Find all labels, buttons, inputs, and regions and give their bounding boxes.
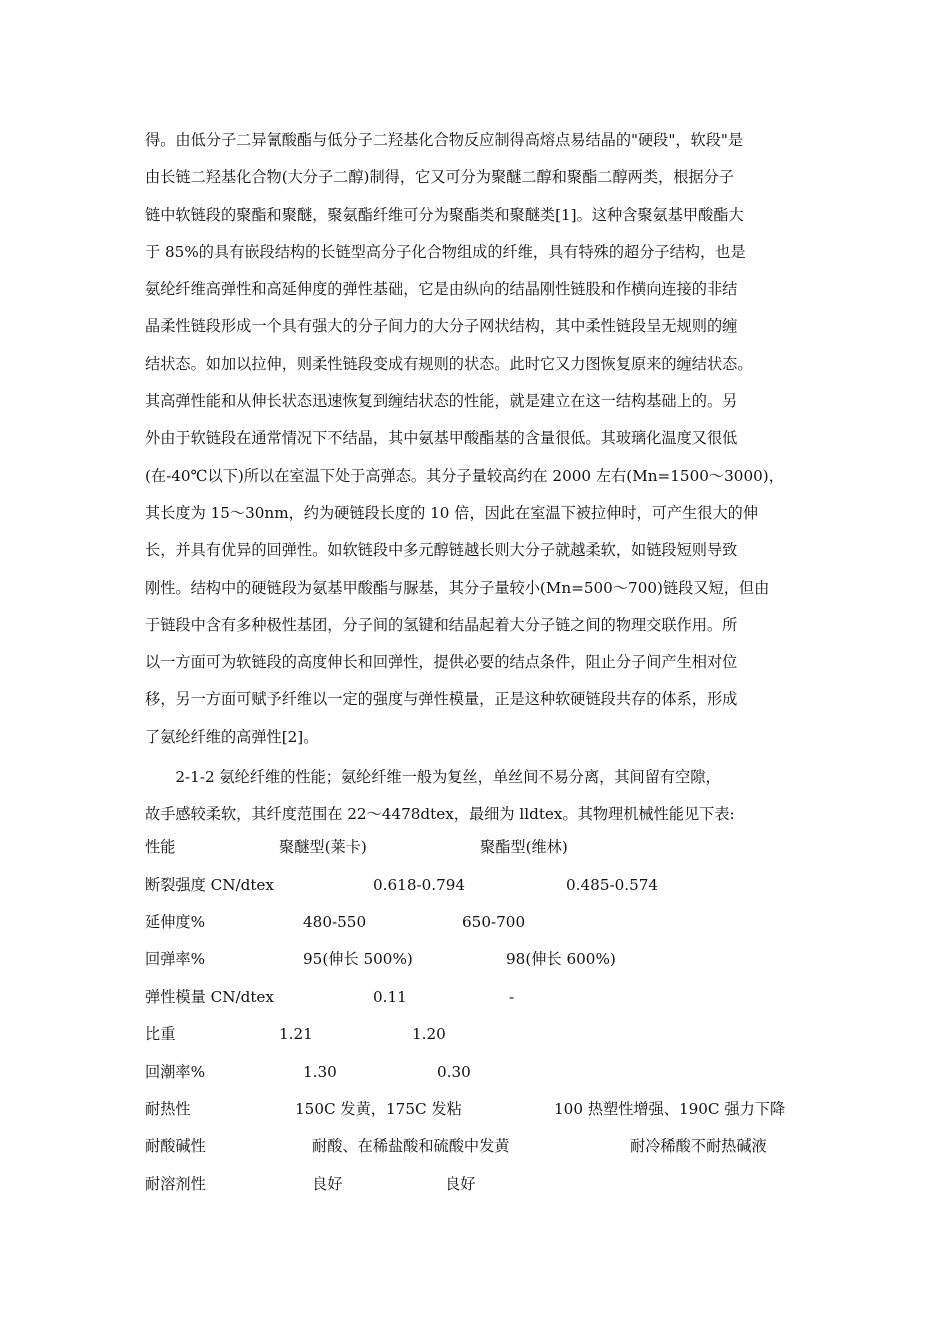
table-row — [145, 1131, 845, 1161]
text-line: 于链段中含有多种极性基团，分子间的氢键和结晶起着大分子链之间的物理交联作用。所 — [145, 615, 738, 634]
table-cell: 良好 — [312, 1175, 343, 1193]
table-cell: - — [509, 988, 515, 1006]
table-cell: 耐酸碱性 — [145, 1137, 206, 1155]
table-cell: 延伸度% — [145, 913, 205, 931]
table-cell: 480-550 — [303, 913, 367, 931]
header-cell: 聚醚型(莱卡) — [279, 838, 367, 856]
table-row — [145, 1094, 845, 1124]
text-line: 由长链二羟基化合物(大分子二醇)制得，它又可分为聚醚二醇和聚酯二醇两类，根据分子 — [145, 168, 734, 187]
text-line: 氨纶纤维高弹性和高延伸度的弹性基础，它是由纵向的结晶刚性链股和作横向连接的非结 — [145, 280, 738, 299]
table-cell: 0.485-0.574 — [566, 876, 659, 894]
table-cell: 耐冷稀酸不耐热碱液 — [630, 1137, 767, 1155]
text-line: 其长度为 15～30nm，约为硬链段长度的 10 倍，因此在室温下被拉伸时，可产生很大的伸 — [145, 503, 759, 522]
table-header-row — [145, 832, 845, 862]
header-cell: 性能 — [145, 838, 176, 856]
table-cell: 1.21 — [279, 1025, 313, 1043]
table-cell: 0.11 — [373, 988, 407, 1006]
text-line: 晶柔性链段形成一个具有强大的分子间力的大分子网状结构，其中柔性链段呈无规则的缠 — [145, 317, 738, 336]
text-line: 于 85%的具有嵌段结构的长链型高分子化合物组成的纤维，具有特殊的超分子结构，也是 — [145, 242, 746, 261]
table-row — [145, 944, 845, 974]
text-line: 以一方面可为软链段的高度伸长和回弹性，提供必要的结点条件，阻止分子间产生相对位 — [145, 653, 738, 672]
text-line: 链中软链段的聚酯和聚醚，聚氨酯纤维可分为聚酯类和聚醚类[1]。这种含聚氨基甲酸酯大 — [145, 205, 744, 224]
table-cell: 回弹率% — [145, 950, 205, 968]
table-row — [145, 1169, 845, 1199]
table-cell: 98(伸长 600%) — [506, 950, 616, 968]
table-cell: 1.20 — [412, 1025, 446, 1043]
table-cell: 0.30 — [437, 1063, 471, 1081]
table-row — [145, 982, 845, 1012]
table-row — [145, 870, 845, 900]
table-cell: 95(伸长 500%) — [303, 950, 413, 968]
text-line: 移，另一方面可赋予纤维以一定的强度与弹性模量，正是这种软硬链段共存的体系，形成 — [145, 690, 738, 709]
table-cell: 100 热塑性增强、190C 强力下降 — [554, 1100, 786, 1118]
text-line: 外由于软链段在通常情况下不结晶，其中氨基甲酸酯基的含量很低。其玻璃化温度又很低 — [145, 429, 738, 448]
body-paragraph-structure — [145, 122, 805, 756]
text-line: (在-40℃以下)所以在室温下处于高弹态。其分子量较高约在 2000 左右(Mn=1500～3000)， — [145, 466, 784, 485]
table-row — [145, 907, 845, 937]
table-row — [145, 1019, 845, 1049]
text-line: 刚性。结构中的硬链段为氨基甲酸酯与脲基，其分子量较小(Mn=500～700)链段又短，但由 — [145, 578, 770, 597]
text-line: 结状态。如加以拉伸，则柔性链段变成有规则的状态。此时它又力图恢复原来的缠结状态。 — [145, 354, 753, 373]
text-line: 长，并具有优异的回弹性。如软链段中多元醇链越长则大分子就越柔软，如链段短则导致 — [145, 541, 738, 560]
table-cell: 耐酸、在稀盐酸和硫酸中发黄 — [312, 1137, 510, 1155]
table-cell: 比重 — [145, 1025, 176, 1043]
table-cell: 弹性模量 CN/dtex — [145, 988, 274, 1006]
table-cell: 150C 发黄，175C 发粘 — [295, 1100, 462, 1118]
table-cell: 断裂强度 CN/dtex — [145, 876, 274, 894]
text-line: 得。由低分子二异氰酸酯与低分子二羟基化合物反应制得高熔点易结晶的"硬段"，软段"是 — [145, 131, 744, 149]
body-paragraph-properties — [145, 759, 805, 834]
table-cell: 良好 — [445, 1175, 476, 1193]
table-cell: 耐溶剂性 — [145, 1175, 206, 1193]
header-cell: 聚酯型(维林) — [480, 838, 568, 856]
text-line: 其高弹性能和从伸长状态迅速恢复到缠结状态的性能，就是建立在这一结构基础上的。另 — [145, 392, 738, 411]
table-cell: 0.618-0.794 — [373, 876, 466, 894]
table-cell: 回潮率% — [145, 1063, 205, 1081]
table-cell: 耐热性 — [145, 1100, 191, 1118]
text-line: 故手感较柔软，其纤度范围在 22～4478dtex，最细为 lldtex。其物理机械性能见下表: — [145, 805, 735, 824]
text-line: 了氨纶纤维的高弹性[2]。 — [145, 727, 319, 746]
table-cell: 650-700 — [462, 913, 526, 931]
table-cell: 1.30 — [303, 1063, 337, 1081]
table-row — [145, 1057, 845, 1087]
text-line: 2-1-2 氨纶纤维的性能；氨纶纤维一般为复丝，单丝间不易分离，其间留有空隙， — [145, 768, 721, 786]
